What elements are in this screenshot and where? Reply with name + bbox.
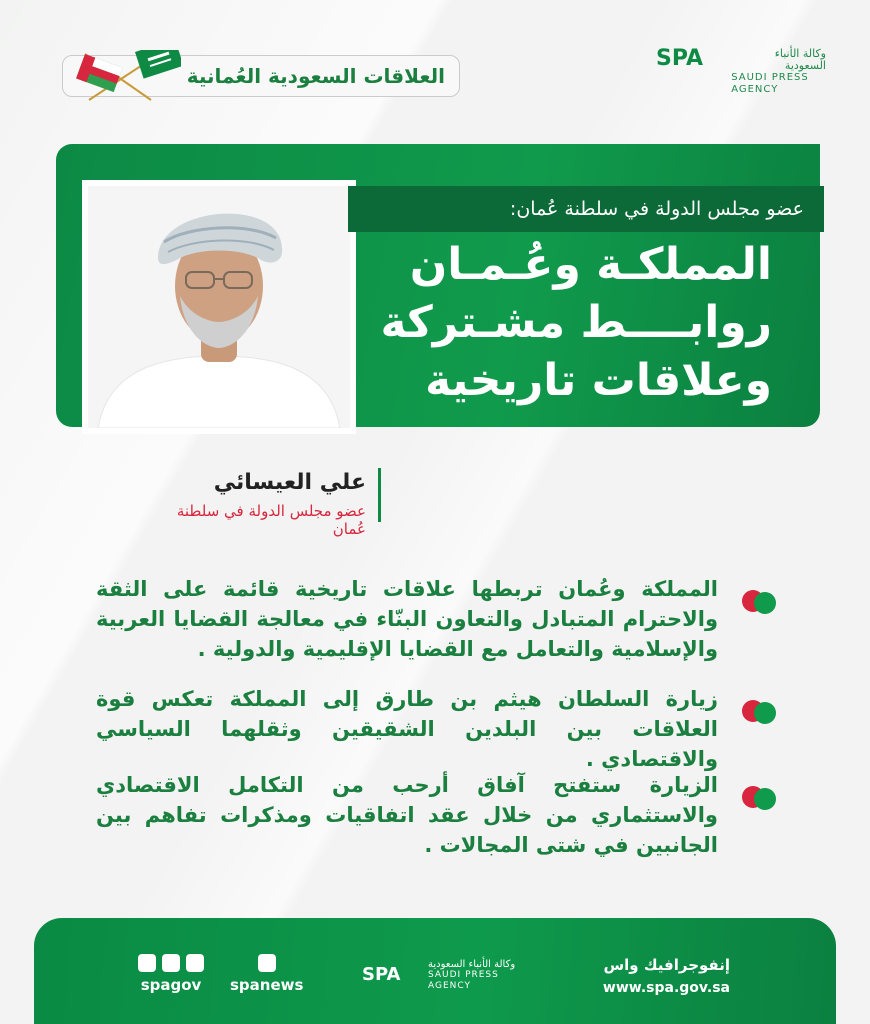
- youtube-icon[interactable]: [186, 954, 204, 972]
- relations-pill: [62, 55, 460, 97]
- infographic-label: إنفوجرافيك واس: [603, 956, 730, 974]
- social-group-spanews[interactable]: [230, 954, 303, 994]
- footer-logo-en-1: SAUDI PRESS: [428, 969, 499, 980]
- relations-label: العلاقات السعودية العُمانية: [186, 64, 445, 88]
- hero-title-line-2: روابــــط مشـتركة: [380, 297, 772, 348]
- footer-spa-logo: [362, 950, 522, 1000]
- footer-logo-arabic: وكالة الأنباء السعودية: [428, 958, 516, 970]
- spa-logo-text: [731, 48, 826, 96]
- person-name: علي العيسائي: [213, 470, 366, 495]
- spa-logo-english-1: SAUDI PRESS: [731, 72, 809, 83]
- spa-mark-text: SPA: [656, 46, 703, 71]
- bullet-item: [96, 770, 776, 860]
- footer-credit: [600, 956, 730, 996]
- portrait-photo: [82, 180, 356, 434]
- social-links: [138, 954, 303, 994]
- hero-title: [360, 236, 772, 410]
- bullet-text: الزيارة ستفتح آفاق أرحب من التكامل الاقتصادي والاستثماري من خلال عقد اتفاقيات ومذكرات تفاهم بين الجانبين في شتى المجالات .: [96, 773, 718, 857]
- social-group-spagov[interactable]: [138, 954, 204, 994]
- footer-logo-mark: SPA: [362, 964, 401, 985]
- snapchat-icon[interactable]: [162, 954, 180, 972]
- social-handle-spanews[interactable]: spanews: [230, 976, 304, 994]
- crossed-flags-icon: [71, 50, 181, 102]
- bullet-icon: [740, 584, 776, 620]
- hero-title-line-1: المملكـة وعُـمـان: [409, 239, 772, 290]
- website-link[interactable]: www.spa.gov.sa: [602, 980, 730, 996]
- bullet-text: زيارة السلطان هيثم بن طارق إلى المملكة تعكس قوة العلاقات بين البلدين الشقيقين وثقلهما السياسي والاقتصادي .: [96, 687, 718, 771]
- spa-logo-english-2: AGENCY: [731, 84, 779, 95]
- spa-logo-arabic: وكالة الأنباء السعودية: [774, 47, 826, 72]
- spa-logo-mark: [656, 47, 725, 97]
- person-role: عضو مجلس الدولة في سلطنة عُمان: [176, 502, 366, 538]
- hero-tag: عضو مجلس الدولة في سلطنة عُمان:: [348, 186, 824, 232]
- bullet-icon: [740, 694, 776, 730]
- footer-logo-text: [428, 959, 515, 992]
- bullet-icon: [740, 780, 776, 816]
- instagram-icon[interactable]: [258, 954, 276, 972]
- person-accent-line: [378, 468, 381, 522]
- bullet-text: المملكة وعُمان تربطها علاقات تاريخية قائمة على الثقة والاحترام المتبادل والتعاون البنّاء في معالجة القضايا العربية والإسلامية والتعامل مع القضايا الإقليمية والدولية .: [96, 577, 718, 661]
- hero-title-line-3: وعلاقات تاريخية: [425, 355, 772, 406]
- bullet-item: [96, 574, 776, 664]
- footer-logo-en-2: AGENCY: [428, 980, 472, 991]
- social-handle-spagov[interactable]: spagov: [140, 976, 202, 994]
- portrait-illustration: [88, 186, 350, 428]
- bullet-item: [96, 684, 776, 774]
- twitter-icon[interactable]: [138, 954, 156, 972]
- spa-logo: [656, 44, 826, 100]
